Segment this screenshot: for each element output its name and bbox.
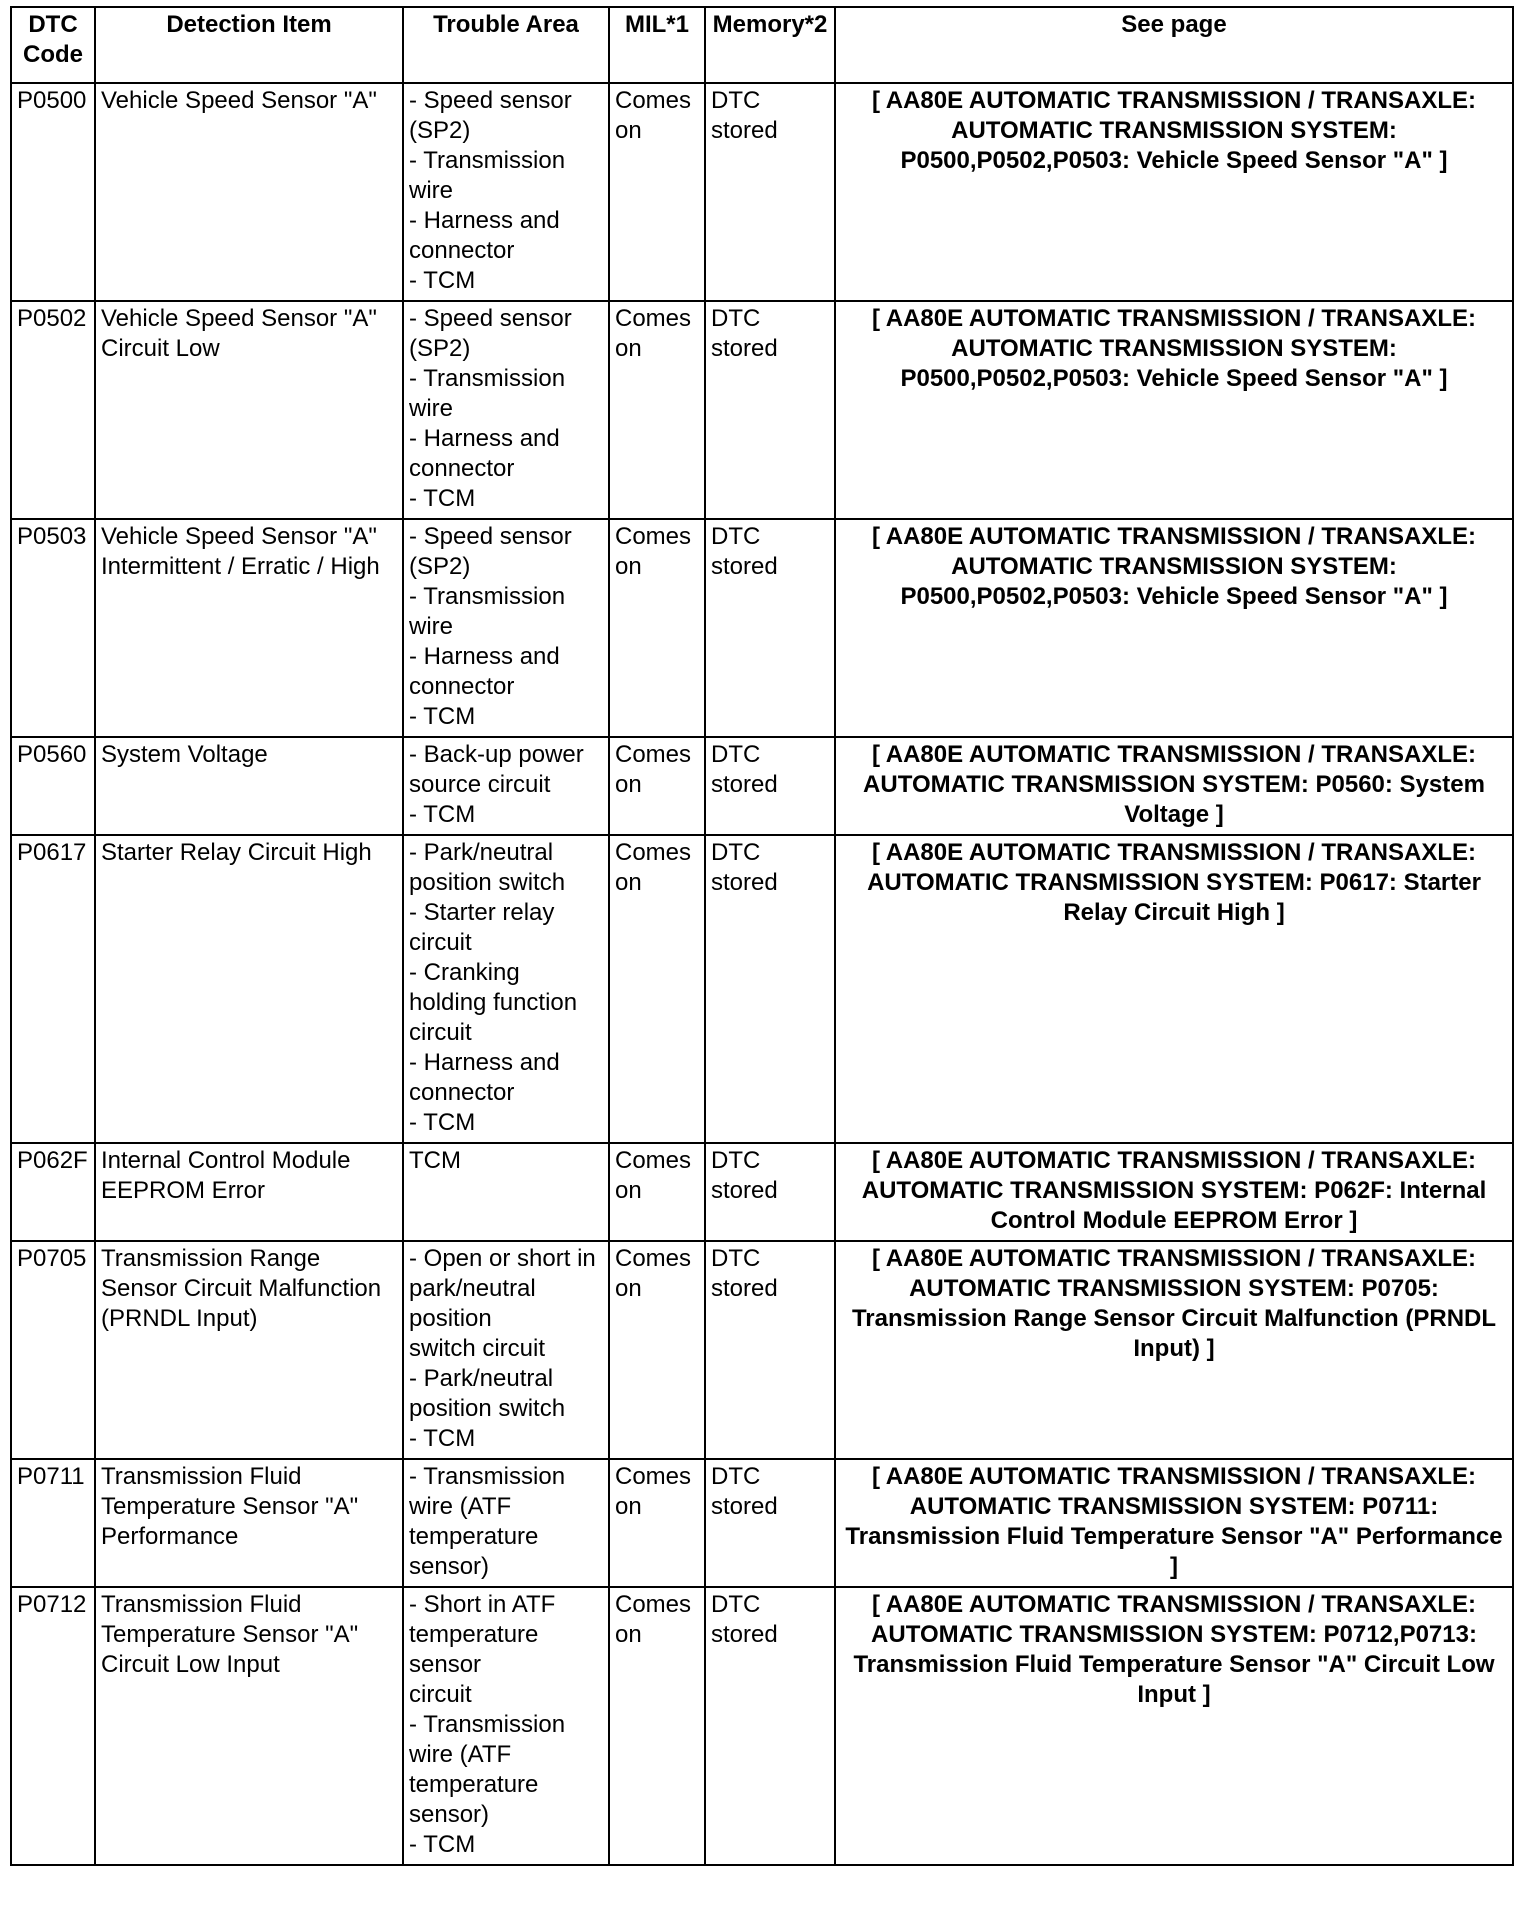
trouble-area-cell [403, 1587, 609, 1865]
mil-cell: Comes on [609, 301, 705, 519]
see-page-link[interactable]: [ AA80E AUTOMATIC TRANSMISSION / TRANSAXLE: AUTOMATIC TRANSMISSION SYSTEM: P0617: Starter Relay Circuit High ] [835, 835, 1513, 1143]
see-page-link[interactable]: [ AA80E AUTOMATIC TRANSMISSION / TRANSAXLE: AUTOMATIC TRANSMISSION SYSTEM: P0560: System Voltage ] [835, 737, 1513, 835]
mil-cell: Comes on [609, 1143, 705, 1241]
see-page-link[interactable]: [ AA80E AUTOMATIC TRANSMISSION / TRANSAXLE: AUTOMATIC TRANSMISSION SYSTEM: P0500,P0502,P0503: Vehicle Speed Sensor "A" ] [835, 83, 1513, 301]
table-header-row [11, 7, 1513, 83]
mil-cell: Comes on [609, 83, 705, 301]
dtc-code-cell: P0560 [11, 737, 95, 835]
trouble-area-line: - Harness and connector [409, 643, 567, 700]
trouble-area-line: - Short in ATF temperature sensor [409, 1591, 562, 1678]
detection-item-cell: Transmission Fluid Temperature Sensor "A" Performance [95, 1459, 403, 1587]
see-page-link[interactable]: [ AA80E AUTOMATIC TRANSMISSION / TRANSAXLE: AUTOMATIC TRANSMISSION SYSTEM: P0500,P0502,P0503: Vehicle Speed Sensor "A" ] [835, 301, 1513, 519]
table-row [11, 83, 1513, 301]
trouble-area-line: - Speed sensor (SP2) [409, 523, 579, 580]
table-row [11, 1587, 1513, 1865]
dtc-code-cell: P0705 [11, 1241, 95, 1459]
trouble-area-line: - TCM [409, 801, 476, 828]
memory-cell: DTC stored [705, 1459, 835, 1587]
trouble-area-line: TCM [409, 1147, 461, 1174]
trouble-area-line: - Transmission wire (ATF temperature sensor) [409, 1711, 572, 1828]
trouble-area-line: - Harness and connector [409, 425, 567, 482]
dtc-code-cell: P0503 [11, 519, 95, 737]
detection-item-cell: Starter Relay Circuit High [95, 835, 403, 1143]
table-row [11, 1143, 1513, 1241]
dtc-code-cell: P062F [11, 1143, 95, 1241]
see-page-link[interactable]: [ AA80E AUTOMATIC TRANSMISSION / TRANSAXLE: AUTOMATIC TRANSMISSION SYSTEM: P062F: Internal Control Module EEPROM Error ] [835, 1143, 1513, 1241]
table-body [11, 83, 1513, 1865]
dtc-table [10, 6, 1514, 1866]
table-row [11, 519, 1513, 737]
trouble-area-line: - TCM [409, 1425, 476, 1452]
trouble-area-line: - Back-up power source circuit [409, 741, 591, 798]
memory-cell: DTC stored [705, 1587, 835, 1865]
mil-cell: Comes on [609, 1459, 705, 1587]
dtc-code-cell: P0712 [11, 1587, 95, 1865]
table-row [11, 835, 1513, 1143]
memory-cell: DTC stored [705, 1143, 835, 1241]
trouble-area-line: - Cranking holding function circuit [409, 959, 584, 1046]
dtc-code-cell: P0502 [11, 301, 95, 519]
mil-cell: Comes on [609, 737, 705, 835]
detection-item-cell: Vehicle Speed Sensor "A" [95, 83, 403, 301]
detection-item-cell: Vehicle Speed Sensor "A" Circuit Low [95, 301, 403, 519]
detection-item-cell: Transmission Range Sensor Circuit Malfunction (PRNDL Input) [95, 1241, 403, 1459]
header-mil: MIL*1 [609, 7, 705, 83]
trouble-area-cell [403, 1143, 609, 1241]
trouble-area-cell [403, 737, 609, 835]
trouble-area-cell [403, 1459, 609, 1587]
trouble-area-line: switch circuit [409, 1335, 546, 1362]
trouble-area-line: - Speed sensor (SP2) [409, 87, 579, 144]
detection-item-cell: System Voltage [95, 737, 403, 835]
trouble-area-cell [403, 83, 609, 301]
see-page-link[interactable]: [ AA80E AUTOMATIC TRANSMISSION / TRANSAXLE: AUTOMATIC TRANSMISSION SYSTEM: P0705: Transmission Range Sensor Circuit Malfunction (PRNDL Input) ] [835, 1241, 1513, 1459]
trouble-area-line: - Transmission wire [409, 365, 572, 422]
trouble-area-cell [403, 1241, 609, 1459]
mil-cell: Comes on [609, 1241, 705, 1459]
memory-cell: DTC stored [705, 1241, 835, 1459]
trouble-area-line: - Transmission wire [409, 147, 572, 204]
dtc-code-cell: P0500 [11, 83, 95, 301]
see-page-link[interactable]: [ AA80E AUTOMATIC TRANSMISSION / TRANSAXLE: AUTOMATIC TRANSMISSION SYSTEM: P0711: Transmission Fluid Temperature Sensor "A" Performance ] [835, 1459, 1513, 1587]
trouble-area-cell [403, 301, 609, 519]
trouble-area-line: - TCM [409, 703, 476, 730]
table-row [11, 301, 1513, 519]
trouble-area-line: - Speed sensor (SP2) [409, 305, 579, 362]
table-row [11, 737, 1513, 835]
memory-cell: DTC stored [705, 737, 835, 835]
memory-cell: DTC stored [705, 301, 835, 519]
trouble-area-line: - Transmission wire (ATF temperature sensor) [409, 1463, 572, 1580]
trouble-area-line: - Transmission wire [409, 583, 572, 640]
trouble-area-line: - Open or short in park/neutral position [409, 1245, 603, 1332]
dtc-code-cell: P0711 [11, 1459, 95, 1587]
mil-cell: Comes on [609, 519, 705, 737]
trouble-area-line: - TCM [409, 267, 476, 294]
trouble-area-line: circuit [409, 1681, 472, 1708]
memory-cell: DTC stored [705, 519, 835, 737]
memory-cell: DTC stored [705, 83, 835, 301]
mil-cell: Comes on [609, 835, 705, 1143]
header-memory: Memory*2 [705, 7, 835, 83]
trouble-area-line: - TCM [409, 1831, 476, 1858]
header-trouble-area: Trouble Area [403, 7, 609, 83]
trouble-area-line: - TCM [409, 1109, 476, 1136]
trouble-area-line: - TCM [409, 485, 476, 512]
table-row [11, 1459, 1513, 1587]
header-detection-item: Detection Item [95, 7, 403, 83]
trouble-area-line: - Park/neutral position switch [409, 1365, 566, 1422]
dtc-code-cell: P0617 [11, 835, 95, 1143]
trouble-area-cell [403, 519, 609, 737]
detection-item-cell: Internal Control Module EEPROM Error [95, 1143, 403, 1241]
table-row [11, 1241, 1513, 1459]
trouble-area-line: - Starter relay circuit [409, 899, 562, 956]
trouble-area-cell [403, 835, 609, 1143]
header-see-page: See page [835, 7, 1513, 83]
detection-item-cell: Vehicle Speed Sensor "A" Intermittent / Erratic / High [95, 519, 403, 737]
header-dtc-code: DTC Code [11, 7, 95, 83]
mil-cell: Comes on [609, 1587, 705, 1865]
see-page-link[interactable]: [ AA80E AUTOMATIC TRANSMISSION / TRANSAXLE: AUTOMATIC TRANSMISSION SYSTEM: P0712,P0713: Transmission Fluid Temperature Sensor "A" Circuit Low Input ] [835, 1587, 1513, 1865]
trouble-area-line: - Harness and connector [409, 207, 567, 264]
trouble-area-line: - Harness and connector [409, 1049, 567, 1106]
detection-item-cell: Transmission Fluid Temperature Sensor "A" Circuit Low Input [95, 1587, 403, 1865]
see-page-link[interactable]: [ AA80E AUTOMATIC TRANSMISSION / TRANSAXLE: AUTOMATIC TRANSMISSION SYSTEM: P0500,P0502,P0503: Vehicle Speed Sensor "A" ] [835, 519, 1513, 737]
dtc-table-container [10, 6, 1514, 1866]
memory-cell: DTC stored [705, 835, 835, 1143]
trouble-area-line: - Park/neutral position switch [409, 839, 566, 896]
